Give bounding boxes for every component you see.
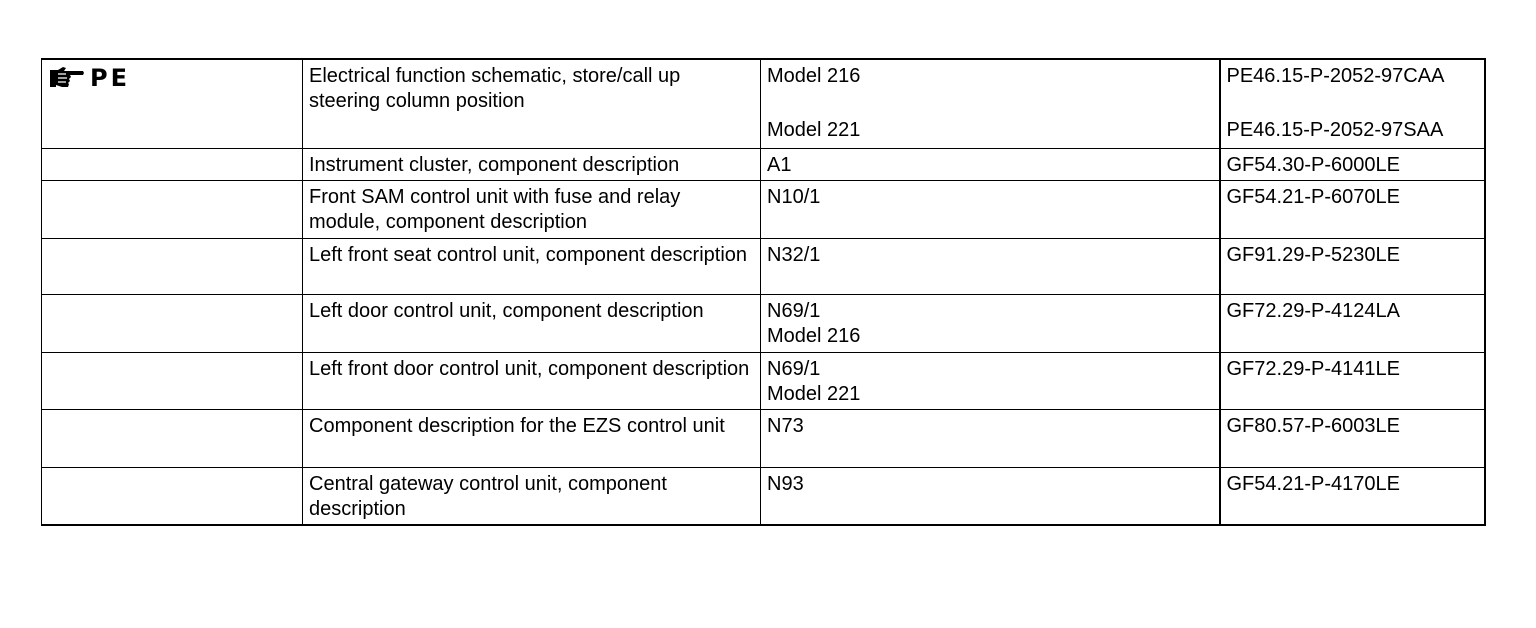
table-row [42,238,1485,294]
reference-cell [1220,467,1485,525]
reference-cell [1220,294,1485,352]
designation-cell [761,409,1220,467]
designation-text: N69/1 [767,357,821,380]
pe-marker [48,65,296,91]
reference-link[interactable]: GF54.21-P-6070LE [1226,185,1400,208]
description-text: Left front door control unit, component description [309,357,750,380]
reference-link[interactable]: GF91.29-P-5230LE [1226,243,1400,266]
designation-cell [761,467,1220,525]
reference-link[interactable]: PE46.15-P-2052-97SAA [1226,119,1444,141]
designation-text: Model 216 [767,65,861,87]
table-row [42,180,1485,238]
description-text: Central gateway control unit, component description [309,472,667,520]
reference-link[interactable]: GF72.29-P-4141LE [1226,357,1400,380]
designation-text: Model 216 [767,324,861,347]
description-cell [303,409,761,467]
reference-cell [1220,409,1485,467]
pe-cell [42,148,303,180]
reference-cell [1220,180,1485,238]
designation-text: N73 [767,414,804,437]
description-cell [303,180,761,238]
reference-cell [1220,352,1485,409]
designation-cell [761,294,1220,352]
designation-text: N10/1 [767,185,821,208]
designation-cell [761,148,1220,180]
description-text: Instrument cluster, component description [309,153,680,176]
table-row [42,148,1485,180]
description-text: Front SAM control unit with fuse and relay module, component description [309,185,681,233]
reference-link[interactable]: GF54.21-P-4170LE [1226,472,1400,495]
designation-cell [761,59,1220,148]
designation-cell [761,238,1220,294]
table-row [42,352,1485,409]
designation-text: Model 221 [767,119,861,141]
description-text: Component description for the EZS control unit [309,414,725,437]
pe-cell [42,409,303,467]
pe-label: PE [90,64,130,92]
description-cell [303,294,761,352]
designation-text: N69/1 [767,299,821,322]
designation-text: N32/1 [767,243,821,266]
reference-link[interactable]: GF72.29-P-4124LA [1226,299,1400,322]
description-cell [303,352,761,409]
designation-text: Model 221 [767,382,861,405]
table-row [42,409,1485,467]
pe-cell [42,238,303,294]
table-row [42,294,1485,352]
pe-cell [42,467,303,525]
reference-cell [1220,238,1485,294]
reference-cell [1220,148,1485,180]
description-cell [303,238,761,294]
designation-cell [761,180,1220,238]
description-text: Electrical function schematic, store/call up steering column position [309,65,681,112]
pointing-hand-icon [48,66,86,90]
table-row [42,467,1485,525]
reference-link[interactable]: GF80.57-P-6003LE [1226,414,1400,437]
description-cell [303,59,761,148]
spacer [767,89,1213,118]
reference-link[interactable]: PE46.15-P-2052-97CAA [1226,65,1445,87]
description-cell [303,467,761,525]
description-cell [303,148,761,180]
designation-text: A1 [767,153,792,176]
description-text: Left front seat control unit, component description [309,243,748,266]
table-row [42,59,1485,148]
pe-cell [42,294,303,352]
reference-cell [1220,59,1485,148]
description-text: Left door control unit, component description [309,299,704,322]
pe-cell [42,352,303,409]
reference-link[interactable]: GF54.30-P-6000LE [1226,153,1400,176]
reference-table [41,58,1486,526]
designation-cell [761,352,1220,409]
designation-text: N93 [767,472,804,495]
pe-cell [42,59,303,148]
pe-cell [42,180,303,238]
spacer [1227,89,1478,118]
